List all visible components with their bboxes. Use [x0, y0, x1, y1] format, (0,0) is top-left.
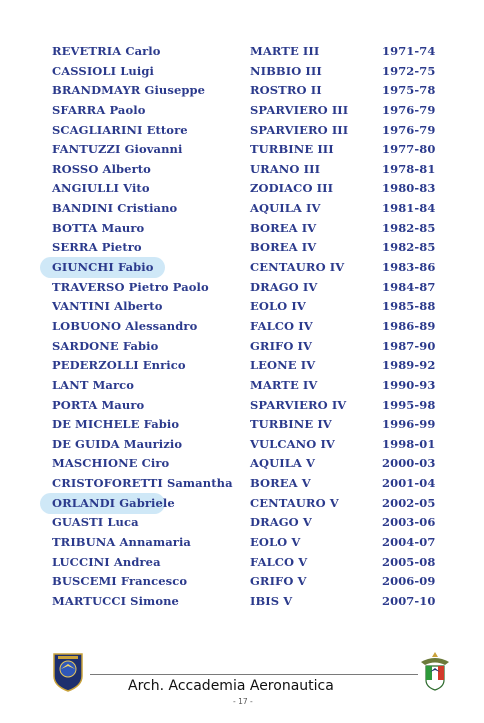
ship-cell: EOLO IV [250, 299, 306, 314]
name-cell: CRISTOFORETTI Samantha [52, 476, 233, 491]
ship-cell: SPARVIERO III [250, 102, 349, 117]
ship-cell: SPARVIERO III [250, 122, 349, 137]
years-cell: 1998-01 [382, 436, 436, 451]
roster-row [0, 42, 484, 62]
ship-cell: IBIS V [250, 593, 293, 608]
roster-row [0, 160, 484, 180]
ship-cell: ROSTRO II [250, 83, 322, 98]
name-cell: PEDERZOLLI Enrico [52, 358, 186, 373]
roster-row [0, 278, 484, 298]
roster-row [0, 140, 484, 160]
years-cell: 1976-79 [382, 102, 436, 117]
ship-cell: ZODIACO III [250, 181, 334, 196]
ship-cell: DRAGO V [250, 515, 312, 530]
roster-row [0, 513, 484, 533]
name-cell: MARTUCCI Simone [52, 593, 179, 608]
roster-row [0, 454, 484, 474]
footer-title: Arch. Accademia Aeronautica [128, 678, 334, 694]
years-cell: 1982-85 [382, 240, 436, 255]
roster-row [0, 396, 484, 416]
years-cell: 2007-10 [382, 593, 436, 608]
name-cell: LANT Marco [52, 377, 134, 392]
roster-row [0, 297, 484, 317]
years-cell: 1975-78 [382, 83, 436, 98]
name-cell: BUSCEMI Francesco [52, 574, 188, 589]
roster-row [0, 317, 484, 337]
ship-cell: BOREA IV [250, 220, 317, 235]
ship-cell: DRAGO IV [250, 279, 318, 294]
years-cell: 1989-92 [382, 358, 436, 373]
ship-cell: CENTAURO V [250, 495, 339, 510]
name-cell: PORTA Mauro [52, 397, 145, 412]
name-cell: TRAVERSO Pietro Paolo [52, 279, 209, 294]
ship-cell: MARTE IV [250, 377, 318, 392]
roster-row [0, 179, 484, 199]
ship-cell: BOREA V [250, 476, 311, 491]
years-cell: 1982-85 [382, 220, 436, 235]
name-cell: VANTINI Alberto [52, 299, 163, 314]
years-cell: 2004-07 [382, 535, 436, 550]
roster-row [0, 533, 484, 553]
roster-row [0, 494, 484, 514]
name-cell: TRIBUNA Annamaria [52, 535, 191, 550]
roster-row [0, 101, 484, 121]
roster-row [0, 376, 484, 396]
ship-cell: TURBINE III [250, 142, 334, 157]
ship-cell: GRIFO IV [250, 338, 313, 353]
years-cell: 1985-88 [382, 299, 436, 314]
years-cell: 1990-93 [382, 377, 436, 392]
roster-row [0, 62, 484, 82]
years-cell: 1981-84 [382, 201, 436, 216]
name-cell: FANTUZZI Giovanni [52, 142, 183, 157]
name-cell: ORLANDI Gabriele [52, 495, 175, 510]
name-cell: LUCCINI Andrea [52, 554, 161, 569]
ship-cell: NIBBIO III [250, 63, 322, 78]
roster-row [0, 258, 484, 278]
years-cell: 1972-75 [382, 63, 436, 78]
years-cell: 1983-86 [382, 260, 436, 275]
ship-cell: FALCO V [250, 554, 308, 569]
years-cell: 2002-05 [382, 495, 436, 510]
air-force-emblem-icon [418, 650, 452, 692]
name-cell: DE MICHELE Fabio [52, 417, 180, 432]
years-cell: 2001-04 [382, 476, 436, 491]
years-cell: 1996-99 [382, 417, 436, 432]
ship-cell: AQUILA IV [250, 201, 321, 216]
footer-divider [90, 674, 418, 675]
roster-row [0, 81, 484, 101]
years-cell: 1978-81 [382, 161, 436, 176]
roster-row [0, 415, 484, 435]
years-cell: 1986-89 [382, 318, 436, 333]
ship-cell: VULCANO IV [250, 436, 335, 451]
roster-list [0, 42, 484, 612]
name-cell: LOBUONO Alessandro [52, 318, 198, 333]
roster-row [0, 592, 484, 612]
name-cell: MASCHIONE Ciro [52, 456, 170, 471]
roster-row [0, 553, 484, 573]
ship-cell: EOLO V [250, 535, 301, 550]
roster-row [0, 219, 484, 239]
name-cell: BANDINI Cristiano [52, 201, 178, 216]
ship-cell: AQUILA V [250, 456, 316, 471]
years-cell: 2005-08 [382, 554, 436, 569]
years-cell: 1980-83 [382, 181, 436, 196]
roster-row [0, 238, 484, 258]
name-cell: DE GUIDA Maurizio [52, 436, 183, 451]
roster-row [0, 435, 484, 455]
years-cell: 1987-90 [382, 338, 436, 353]
academy-crest-icon [52, 652, 84, 692]
roster-row [0, 121, 484, 141]
ship-cell: MARTE III [250, 44, 320, 58]
years-cell: 1976-79 [382, 122, 436, 137]
roster-row [0, 356, 484, 376]
ship-cell: URANO III [250, 161, 321, 176]
ship-cell: FALCO IV [250, 318, 313, 333]
name-cell: BOTTA Mauro [52, 220, 145, 235]
name-cell: GUASTI Luca [52, 515, 139, 530]
ship-cell: TURBINE IV [250, 417, 332, 432]
name-cell: GIUNCHI Fabio [52, 260, 154, 275]
years-cell: 1984-87 [382, 279, 436, 294]
ship-cell: CENTAURO IV [250, 260, 345, 275]
name-cell: BRANDMAYR Giuseppe [52, 83, 206, 98]
name-cell: REVETRIA Carlo [52, 44, 161, 58]
roster-row [0, 474, 484, 494]
roster-row [0, 337, 484, 357]
name-cell: SARDONE Fabio [52, 338, 159, 353]
roster-row [0, 199, 484, 219]
roster-row [0, 572, 484, 592]
name-cell: CASSIOLI Luigi [52, 63, 154, 78]
name-cell: ANGIULLI Vito [52, 181, 150, 196]
years-cell: 2006-09 [382, 574, 436, 589]
ship-cell: BOREA IV [250, 240, 317, 255]
name-cell: SERRA Pietro [52, 240, 142, 255]
years-cell: 1977-80 [382, 142, 436, 157]
name-cell: ROSSO Alberto [52, 161, 151, 176]
name-cell: SFARRA Paolo [52, 102, 146, 117]
ship-cell: LEONE IV [250, 358, 316, 373]
page-number: - 17 - [233, 697, 253, 706]
name-cell: SCAGLIARINI Ettore [52, 122, 188, 137]
ship-cell: SPARVIERO IV [250, 397, 347, 412]
years-cell: 2003-06 [382, 515, 436, 530]
years-cell: 1971-74 [382, 44, 436, 58]
years-cell: 1995-98 [382, 397, 436, 412]
ship-cell: GRIFO V [250, 574, 307, 589]
years-cell: 2000-03 [382, 456, 436, 471]
